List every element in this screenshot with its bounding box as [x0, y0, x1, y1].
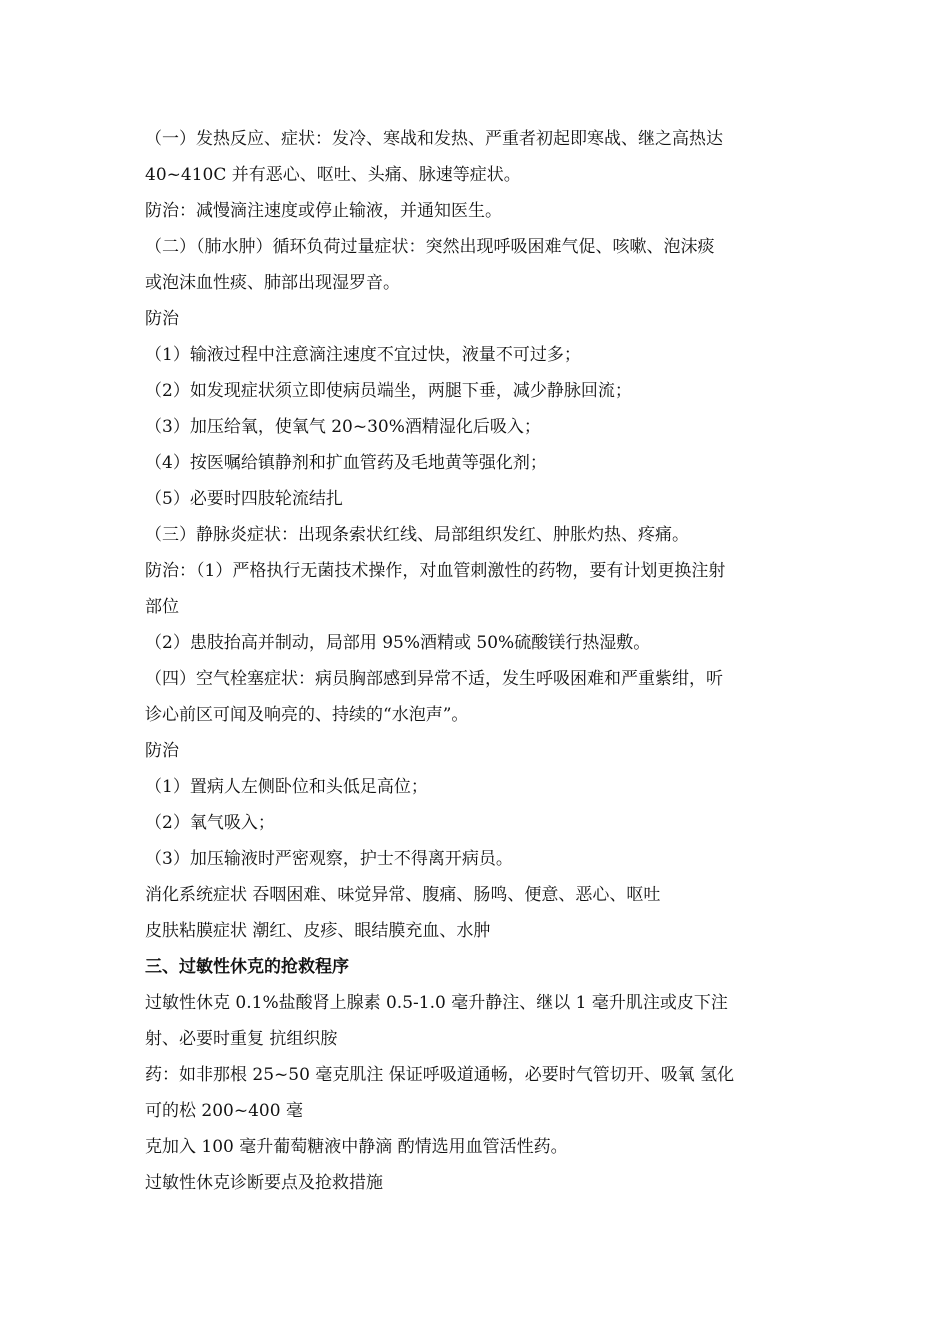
text-line: （5）必要时四肢轮流结扎	[145, 489, 343, 509]
text-line: 可的松 200~400 毫	[145, 1101, 303, 1121]
text-line: 或泡沫血性痰、肺部出现湿罗音。	[145, 273, 400, 293]
text-line: （1）输液过程中注意滴注速度不宜过快，液量不可过多；	[145, 345, 581, 365]
text-line: （二）（肺水肿）循环负荷过量症状：突然出现呼吸困难气促、咳嗽、泡沫痰	[145, 237, 715, 257]
text-line: 防治：减慢滴注速度或停止输液，并通知医生。	[145, 201, 502, 221]
text-line: （三）静脉炎症状：出现条索状红线、局部组织发红、肿胀灼热、疼痛。	[145, 525, 689, 545]
text-line: 40~410C 并有恶心、呕吐、头痛、脉速等症状。	[145, 165, 521, 185]
text-line: （3）加压给氧，使氧气 20~30%酒精湿化后吸入；	[145, 417, 541, 437]
text-line: （4）按医嘱给镇静剂和扩血管药及毛地黄等强化剂；	[145, 453, 547, 473]
text-line: 射、必要时重复 抗组织胺	[145, 1029, 338, 1049]
text-line: （1）置病人左侧卧位和头低足高位；	[145, 777, 428, 797]
text-line: 皮肤粘膜症状 潮红、皮疹、眼结膜充血、水肿	[145, 921, 491, 941]
text-line: （2）患肢抬高并制动，局部用 95%酒精或 50%硫酸镁行热湿敷。	[145, 633, 651, 653]
text-line: 克加入 100 毫升葡萄糖液中静滴 酌情选用血管活性药。	[145, 1137, 568, 1157]
text-line: （2）如发现症状须立即使病员端坐，两腿下垂，减少静脉回流；	[145, 381, 632, 401]
text-line: 诊心前区可闻及响亮的、持续的“水泡声”。	[145, 705, 469, 725]
text-line: 消化系统症状 吞咽困难、味觉异常、腹痛、肠鸣、便意、恶心、呕吐	[145, 885, 661, 905]
text-line: 防治	[145, 309, 179, 329]
text-line: 部位	[145, 597, 179, 617]
text-line: （2）氧气吸入；	[145, 813, 275, 833]
text-line: （3）加压输液时严密观察，护士不得离开病员。	[145, 849, 513, 869]
text-line: 药：如非那根 25~50 毫克肌注 保证呼吸道通畅，必要时气管切开、吸氧 氢化	[145, 1065, 735, 1085]
text-line: 防治：（1）严格执行无菌技术操作，对血管刺激性的药物，要有计划更换注射	[145, 561, 726, 581]
section-heading: 三、过敏性休克的抢救程序	[145, 957, 349, 977]
text-line: （一）发热反应、症状：发冷、寒战和发热、严重者初起即寒战、继之高热达	[145, 129, 723, 149]
document-page	[145, 121, 810, 1201]
text-line: 防治	[145, 741, 179, 761]
text-line: （四）空气栓塞症状：病员胸部感到异常不适，发生呼吸困难和严重紫绀，听	[145, 669, 723, 689]
text-line: 过敏性休克 0.1%盐酸肾上腺素 0.5-1.0 毫升静注、继以 1 毫升肌注或皮下注	[145, 993, 728, 1013]
text-line: 过敏性休克诊断要点及抢救措施	[145, 1173, 383, 1193]
